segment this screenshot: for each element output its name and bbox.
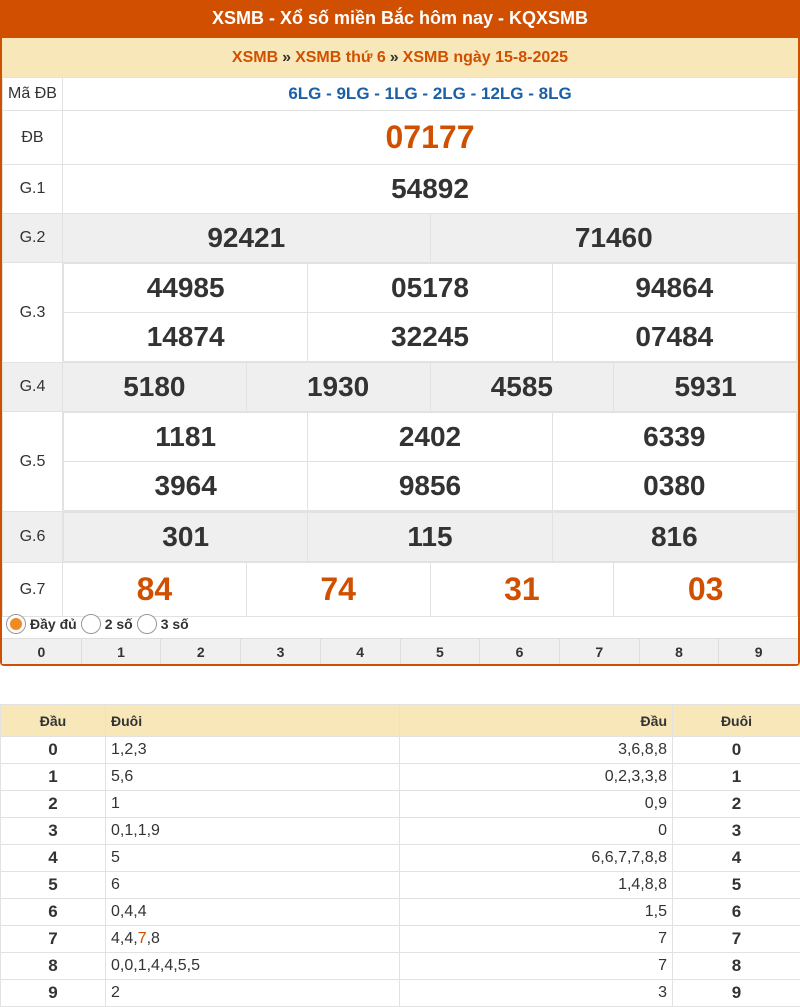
loto-tail-digit: 7 (673, 926, 800, 953)
label-g4: G.4 (3, 363, 63, 412)
loto-tail-digit: 6 (673, 899, 800, 926)
prize-g5: 9856 (399, 470, 461, 501)
prize-g3: 32245 (391, 321, 469, 352)
loto-heads: 3,6,8,8 (400, 737, 673, 764)
digit-filter[interactable]: 0 (2, 639, 82, 664)
breadcrumb-xsmb[interactable]: XSMB (232, 49, 278, 66)
loto-heads: 0 (400, 818, 673, 845)
loto-header-dau: Đầu (1, 705, 106, 737)
loto-table (0, 704, 800, 1007)
digit-filter[interactable]: 2 (161, 639, 241, 664)
loto-header-duoi: Đuôi (106, 705, 400, 737)
table-row (1, 926, 800, 953)
prize-g7: 74 (320, 571, 356, 607)
prize-g4: 5931 (674, 371, 736, 402)
table-row (1, 899, 800, 926)
radio-icon[interactable] (137, 614, 157, 634)
table-row (1, 980, 800, 1007)
prize-g7: 31 (504, 571, 540, 607)
prize-g3: 94864 (635, 272, 713, 303)
digit-filter[interactable]: 1 (82, 639, 162, 664)
loto-tail-digit: 5 (673, 872, 800, 899)
loto-heads: 1,5 (400, 899, 673, 926)
label-madb: Mã ĐB (3, 78, 63, 111)
digit-filter[interactable]: 8 (640, 639, 720, 664)
table-row (1, 845, 800, 872)
loto-tails-part: ,8 (147, 930, 160, 947)
loto-heads: 1,4,8,8 (400, 872, 673, 899)
prize-g3: 05178 (391, 272, 469, 303)
loto-head-digit: 2 (1, 791, 106, 818)
table-row (1, 791, 800, 818)
table-row (1, 872, 800, 899)
label-g1: G.1 (3, 165, 63, 214)
table-row (1, 764, 800, 791)
loto-header-dau: Đầu (400, 705, 673, 737)
table-row (1, 818, 800, 845)
loto-tails (106, 926, 400, 953)
loto-tail-digit: 4 (673, 845, 800, 872)
table-row (1, 737, 800, 764)
prize-g1: 54892 (391, 173, 469, 204)
label-g5: G.5 (3, 412, 63, 512)
label-g3: G.3 (3, 263, 63, 363)
loto-heads: 7 (400, 953, 673, 980)
loto-tails: 0,4,4 (106, 899, 400, 926)
loto-head-digit: 0 (1, 737, 106, 764)
loto-tails: 0,0,1,4,4,5,5 (106, 953, 400, 980)
special-prize: 07177 (386, 119, 475, 155)
prize-g4: 4585 (491, 371, 553, 402)
digit-filter[interactable]: 7 (560, 639, 640, 664)
prize-g7: 03 (688, 571, 724, 607)
loto-tails-highlight: 7 (138, 930, 147, 947)
option-full[interactable] (6, 614, 77, 634)
breadcrumb (2, 38, 798, 77)
loto-heads: 7 (400, 926, 673, 953)
loto-tails: 5 (106, 845, 400, 872)
loto-tail-digit: 0 (673, 737, 800, 764)
digit-filter[interactable]: 4 (321, 639, 401, 664)
digit-filter[interactable]: 3 (241, 639, 321, 664)
loto-tail-digit: 1 (673, 764, 800, 791)
digit-filter[interactable]: 9 (719, 639, 798, 664)
loto-head-digit: 1 (1, 764, 106, 791)
prize-g6: 115 (407, 521, 452, 552)
prize-g5: 0380 (643, 470, 705, 501)
label-db: ĐB (3, 111, 63, 165)
prize-g5: 2402 (399, 421, 461, 452)
label-g2: G.2 (3, 214, 63, 263)
breadcrumb-separator: » (390, 49, 399, 66)
loto-tails: 5,6 (106, 764, 400, 791)
page-title: XSMB - Xổ số miền Bắc hôm nay - KQXSMB (0, 0, 800, 38)
special-code: 6LG - 9LG - 1LG - 2LG - 12LG - 8LG (63, 78, 798, 111)
loto-tails: 0,1,1,9 (106, 818, 400, 845)
loto-tails: 1,2,3 (106, 737, 400, 764)
option-label: 2 số (105, 616, 133, 632)
loto-head-digit: 6 (1, 899, 106, 926)
digit-filter[interactable]: 5 (401, 639, 481, 664)
radio-icon[interactable] (6, 614, 26, 634)
prize-g7: 84 (137, 571, 173, 607)
table-row (1, 953, 800, 980)
loto-head-digit: 5 (1, 872, 106, 899)
breadcrumb-separator: » (282, 49, 291, 66)
prize-g4: 5180 (123, 371, 185, 402)
display-options (2, 610, 798, 638)
prize-g5: 3964 (155, 470, 217, 501)
loto-head-digit: 9 (1, 980, 106, 1007)
option-two-digits[interactable] (81, 614, 133, 634)
loto-tail-digit: 8 (673, 953, 800, 980)
radio-icon[interactable] (81, 614, 101, 634)
prize-g3: 07484 (635, 321, 713, 352)
prize-g4: 1930 (307, 371, 369, 402)
loto-tail-digit: 3 (673, 818, 800, 845)
loto-heads: 0,2,3,3,8 (400, 764, 673, 791)
loto-tails: 2 (106, 980, 400, 1007)
loto-tails: 6 (106, 872, 400, 899)
loto-tail-digit: 2 (673, 791, 800, 818)
prize-g3: 14874 (147, 321, 225, 352)
loto-tails: 1 (106, 791, 400, 818)
loto-heads: 6,6,7,7,8,8 (400, 845, 673, 872)
option-three-digits[interactable] (137, 614, 189, 634)
prize-g5: 6339 (643, 421, 705, 452)
loto-tail-digit: 9 (673, 980, 800, 1007)
loto-head-digit: 8 (1, 953, 106, 980)
option-label: 3 số (161, 616, 189, 632)
digit-filter-bar (2, 638, 798, 664)
digit-filter[interactable]: 6 (480, 639, 560, 664)
loto-head-digit: 3 (1, 818, 106, 845)
prize-g3: 44985 (147, 272, 225, 303)
label-g7: G.7 (3, 563, 63, 617)
option-label: Đầy đủ (30, 616, 77, 632)
prize-g5: 1181 (155, 421, 216, 452)
loto-head-digit: 4 (1, 845, 106, 872)
prize-g2: 92421 (207, 222, 285, 253)
loto-head-digit: 7 (1, 926, 106, 953)
results-table (2, 77, 798, 617)
loto-heads: 3 (400, 980, 673, 1007)
loto-header-duoi: Đuôi (673, 705, 800, 737)
prize-g2: 71460 (575, 222, 653, 253)
breadcrumb-xsmb-thu6[interactable]: XSMB thứ 6 (295, 49, 386, 66)
breadcrumb-xsmb-date[interactable]: XSMB ngày 15-8-2025 (403, 49, 568, 66)
prize-g6: 301 (162, 521, 209, 552)
label-g6: G.6 (3, 512, 63, 563)
loto-tails-part: 4,4, (111, 930, 138, 947)
prize-g6: 816 (651, 521, 698, 552)
loto-heads: 0,9 (400, 791, 673, 818)
